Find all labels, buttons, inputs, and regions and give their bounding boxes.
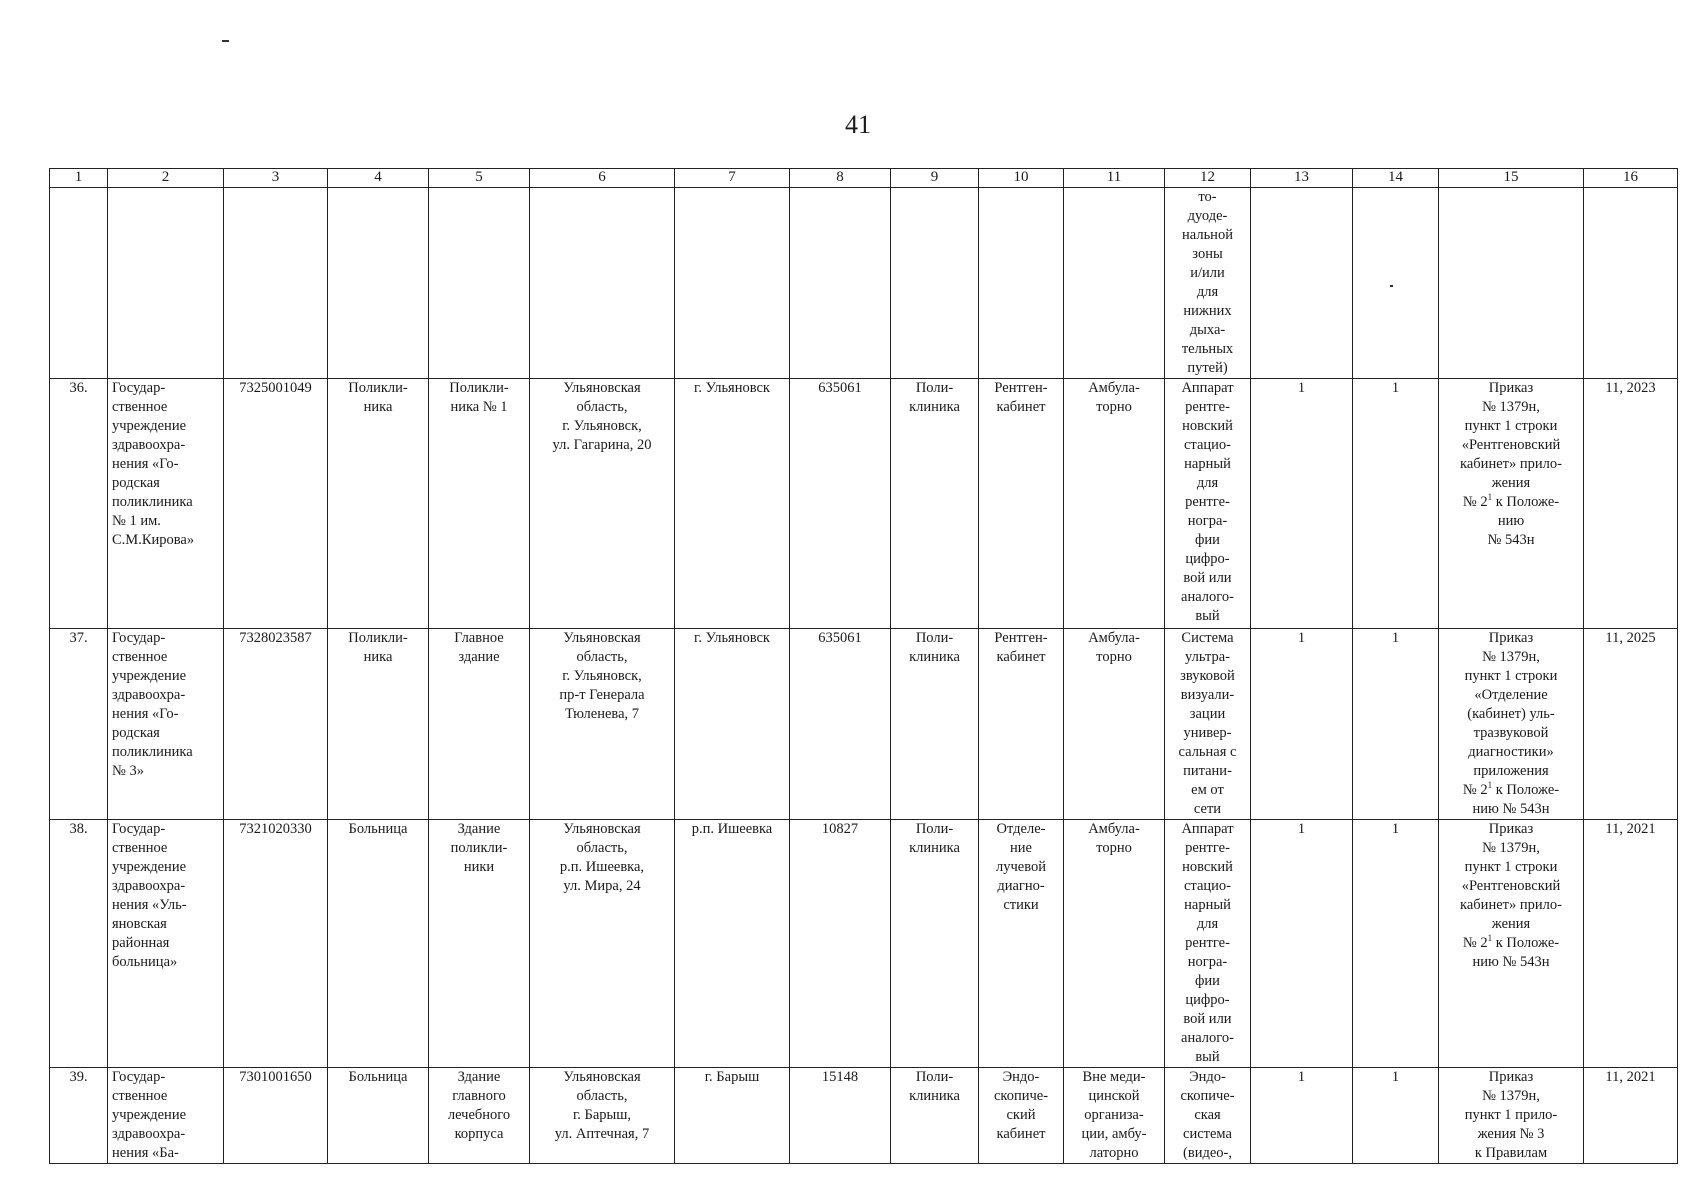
inn-cell: 7328023587	[224, 629, 328, 820]
inn-cell: 7321020330	[224, 820, 328, 1068]
column-header: 1	[50, 169, 108, 188]
unit-cell: Отделе- ние лучевой диагно- стики	[979, 820, 1064, 1068]
building-cell: Поликли- ника № 1	[429, 379, 530, 629]
organization-cell: Государ- ственное учреждение здравоохра- нения «Го- родская поликлиника № 3»	[108, 629, 224, 820]
equipment-cell: Аппарат рентге- новский стацио- нарный для рентге- ногра- фии цифро- вой или аналого- вый	[1165, 820, 1251, 1068]
column-header: 11	[1064, 169, 1165, 188]
basis-cell: Приказ № 1379н, пункт 1 строки «Отделение (кабинет) уль- тразвуковой диагностики» приложения № $2^1$ к Положе- нию № 543н	[1439, 629, 1584, 820]
year-cell: 11, 2025	[1584, 629, 1678, 820]
type-cell: Поликли- ника	[328, 629, 429, 820]
table-row	[50, 379, 1678, 629]
column-header: 9	[891, 169, 979, 188]
locality-cell: г. Барыш	[675, 1068, 790, 1164]
count-cell: 1	[1251, 1068, 1353, 1164]
table-row	[50, 1068, 1678, 1164]
inn-cell: 7325001049	[224, 379, 328, 629]
registry-table	[49, 168, 1678, 1164]
column-header: 6	[530, 169, 675, 188]
locality-cell: г. Ульяновск	[675, 629, 790, 820]
unit-cell: Рентген- кабинет	[979, 629, 1064, 820]
column-header: 10	[979, 169, 1064, 188]
address-cell: Ульяновская область, р.п. Ишеевка, ул. Мира, 24	[530, 820, 675, 1068]
type-cell: Поликли- ника	[328, 379, 429, 629]
equipment-cell: Аппарат рентге- новский стацио- нарный для рентге- ногра- фии цифро- вой или аналого- вый	[1165, 379, 1251, 629]
row-number: 38.	[50, 820, 108, 1068]
column-header: 5	[429, 169, 530, 188]
subdivision-cell: Поли- клиника	[891, 379, 979, 629]
column-header: 4	[328, 169, 429, 188]
year-cell: 11, 2021	[1584, 820, 1678, 1068]
column-header: 8	[790, 169, 891, 188]
header-row	[50, 169, 1678, 188]
year-cell: 11, 2023	[1584, 379, 1678, 629]
address-cell: Ульяновская область, г. Барыш, ул. Аптечная, 7	[530, 1068, 675, 1164]
row-number: 39.	[50, 1068, 108, 1164]
building-cell: Главное здание	[429, 629, 530, 820]
year-cell: 11, 2021	[1584, 1068, 1678, 1164]
unit-cell: Эндо- скопиче- ский кабинет	[979, 1068, 1064, 1164]
population-cell: 635061	[790, 379, 891, 629]
basis-cell: Приказ № 1379н, пункт 1 прило- жения № 3 к Правилам	[1439, 1068, 1584, 1164]
column-header: 2	[108, 169, 224, 188]
row-number: 37.	[50, 629, 108, 820]
column-header: 14	[1353, 169, 1439, 188]
condition-cell: Вне меди- цинской организа- ции, амбу- латорно	[1064, 1068, 1165, 1164]
population-cell: 15148	[790, 1068, 891, 1164]
organization-cell: Государ- ственное учреждение здравоохра- нения «Ба-	[108, 1068, 224, 1164]
population-cell: 10827	[790, 820, 891, 1068]
condition-cell: Амбула- торно	[1064, 820, 1165, 1068]
building-cell: Здание поликли- ники	[429, 820, 530, 1068]
row-number: 36.	[50, 379, 108, 629]
count-cell: 1	[1251, 379, 1353, 629]
subdivision-cell: Поли- клиника	[891, 820, 979, 1068]
column-header: 3	[224, 169, 328, 188]
subdivision-cell: Поли- клиника	[891, 629, 979, 820]
population-cell: 635061	[790, 629, 891, 820]
building-cell: Здание главного лечебного корпуса	[429, 1068, 530, 1164]
stray-mark	[222, 40, 229, 42]
column-header: 12	[1165, 169, 1251, 188]
page-number: 41	[845, 110, 871, 139]
condition-cell: Амбула- торно	[1064, 379, 1165, 629]
condition-cell: Амбула- торно	[1064, 629, 1165, 820]
subdivision-cell: Поли- клиника	[891, 1068, 979, 1164]
table-row	[50, 629, 1678, 820]
count-cell: 1	[1353, 629, 1439, 820]
organization-cell: Государ- ственное учреждение здравоохра- нения «Уль- яновская районная больница»	[108, 820, 224, 1068]
address-cell: Ульяновская область, г. Ульяновск, пр-т Генерала Тюленева, 7	[530, 629, 675, 820]
count-cell: 1	[1353, 379, 1439, 629]
count-cell: 1	[1353, 1068, 1439, 1164]
count-cell: 1	[1251, 629, 1353, 820]
column-header: 7	[675, 169, 790, 188]
address-cell: Ульяновская область, г. Ульяновск, ул. Гагарина, 20	[530, 379, 675, 629]
unit-cell: Рентген- кабинет	[979, 379, 1064, 629]
locality-cell: г. Ульяновск	[675, 379, 790, 629]
column-header: 13	[1251, 169, 1353, 188]
equipment-cell: Эндо- скопиче- ская система (видео-,	[1165, 1068, 1251, 1164]
column-header: 15	[1439, 169, 1584, 188]
type-cell: Больница	[328, 820, 429, 1068]
basis-cell: Приказ № 1379н, пункт 1 строки «Рентгеновский кабинет» прило- жения № $2^1$ к Положе- нию № 543н	[1439, 379, 1584, 629]
equipment-cell: то- дуоде- нальной зоны и/или для нижних дыха- тельных путей)	[1165, 188, 1251, 379]
table-row	[50, 820, 1678, 1068]
count-cell: 1	[1353, 820, 1439, 1068]
locality-cell: р.п. Ишеевка	[675, 820, 790, 1068]
type-cell: Больница	[328, 1068, 429, 1164]
column-header: 16	[1584, 169, 1678, 188]
basis-cell: Приказ № 1379н, пункт 1 строки «Рентгеновский кабинет» прило- жения № $2^1$ к Положе- нию № 543н	[1439, 820, 1584, 1068]
equipment-cell: Система ультра- звуковой визуали- зации универ- сальная с питани- ем от сети	[1165, 629, 1251, 820]
count-cell: 1	[1251, 820, 1353, 1068]
inn-cell: 7301001650	[224, 1068, 328, 1164]
continuation-row	[50, 188, 1678, 379]
organization-cell: Государ- ственное учреждение здравоохра- нения «Го- родская поликлиника № 1 им. С.М.Кирова»	[108, 379, 224, 629]
